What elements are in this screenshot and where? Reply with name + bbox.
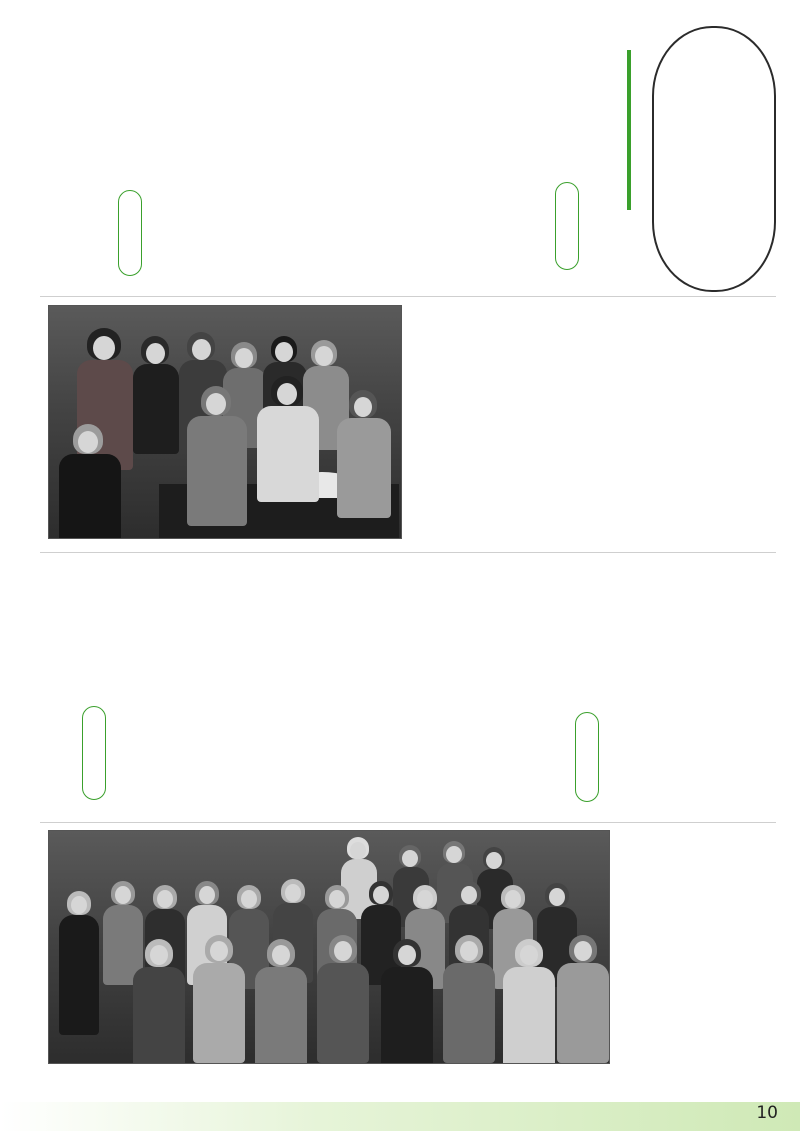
section-divider <box>40 552 776 553</box>
showa-kyu-body <box>200 572 570 812</box>
beiju-heading <box>160 54 200 264</box>
narabi-body <box>42 574 78 810</box>
showa-kyu-tag <box>578 718 596 796</box>
beiju-reunion-author <box>205 200 229 280</box>
reunion-body <box>230 38 550 286</box>
group-photo-bottom <box>48 830 610 1064</box>
beiju-body <box>42 40 112 290</box>
masthead-title <box>676 52 750 262</box>
beiju-tag <box>121 196 139 270</box>
section-divider <box>40 296 776 297</box>
showa-kyu-heading <box>603 580 637 750</box>
reunion-heading <box>596 44 624 276</box>
group-photo-top <box>48 305 402 539</box>
reunion-tag <box>558 188 576 264</box>
heading-accent-bar <box>627 50 631 210</box>
section-divider <box>40 822 776 823</box>
footer-band <box>0 1102 800 1131</box>
photo-caption-report <box>408 306 472 542</box>
narabi-author <box>176 700 198 810</box>
narabi-tag <box>85 712 103 794</box>
narabi-heading <box>120 576 156 776</box>
carnation-body <box>648 572 772 812</box>
bottom-right-body <box>620 832 776 1064</box>
page-number: 10 <box>756 1103 778 1123</box>
trip-report-body <box>476 306 701 542</box>
